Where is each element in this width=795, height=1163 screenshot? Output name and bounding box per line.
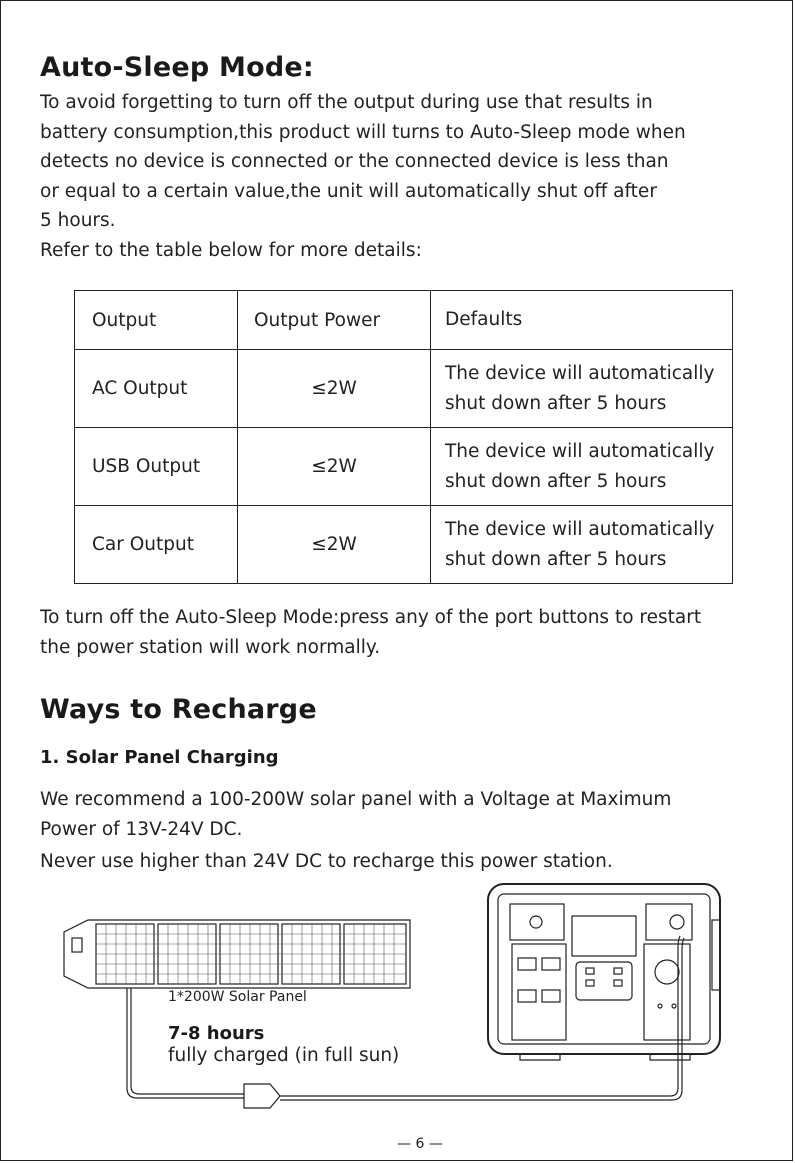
row-output: Car Output xyxy=(75,506,238,584)
charge-hours: 7-8 hours xyxy=(168,1023,265,1044)
row-power: ≤2W xyxy=(238,428,431,506)
turn-off-line: the power station will work normally. xyxy=(40,636,381,658)
table-row xyxy=(75,506,733,584)
intro-line: 5 hours. xyxy=(40,210,116,231)
intro-line: battery consumption,this product will turns to Auto-Sleep mode when xyxy=(40,121,686,143)
charge-condition: fully charged (in full sun) xyxy=(168,1045,400,1066)
intro-line: detects no device is connected or the connected device is less than xyxy=(40,151,669,172)
turn-off-line: To turn off the Auto-Sleep Mode:press any of the port buttons to restart xyxy=(40,607,702,628)
table-row xyxy=(75,428,733,506)
solar-charging-diagram xyxy=(0,880,795,1120)
page-number: — 6 — xyxy=(397,1136,443,1152)
defaults-line: The device will automatically xyxy=(445,362,715,384)
recommend-line: Power of 13V-24V DC. xyxy=(40,818,243,840)
intro-line: Refer to the table below for more details: xyxy=(40,239,422,261)
header-defaults: Defaults xyxy=(431,291,733,350)
solar-recommendation xyxy=(40,785,671,844)
intro-line: To avoid forgetting to turn off the output during use that results in xyxy=(40,92,653,113)
header-output: Output xyxy=(75,291,238,350)
row-power: ≤2W xyxy=(238,506,431,584)
row-defaults xyxy=(431,506,733,584)
row-defaults xyxy=(431,350,733,428)
warning-line: Never use higher than 24V DC to recharge this power station. xyxy=(40,851,613,872)
recommend-line: We recommend a 100-200W solar panel with a Voltage at Maximum xyxy=(40,789,672,810)
solar-panel-label: 1*200W Solar Panel xyxy=(168,989,307,1005)
solar-heading: 1. Solar Panel Charging xyxy=(40,747,279,768)
defaults-line: shut down after 5 hours xyxy=(445,548,667,570)
auto-sleep-intro xyxy=(40,88,686,265)
defaults-line: shut down after 5 hours xyxy=(445,470,667,492)
defaults-line: shut down after 5 hours xyxy=(445,392,667,414)
defaults-line: The device will automatically xyxy=(445,440,715,462)
solar-panel-icon xyxy=(64,920,410,988)
row-output: AC Output xyxy=(75,350,238,428)
auto-sleep-table xyxy=(74,290,733,584)
turn-off-instructions xyxy=(40,603,701,662)
row-output: USB Output xyxy=(75,428,238,506)
row-power: ≤2W xyxy=(238,350,431,428)
intro-line: or equal to a certain value,the unit will automatically shut off after xyxy=(40,180,657,202)
voltage-warning xyxy=(40,847,613,877)
header-output-power: Output Power xyxy=(238,291,431,350)
power-station-icon xyxy=(488,884,720,1060)
table-header-row xyxy=(75,291,733,350)
defaults-line: The device will automatically xyxy=(445,518,715,540)
row-defaults xyxy=(431,428,733,506)
auto-sleep-heading: Auto-Sleep Mode: xyxy=(40,52,314,83)
recharge-heading: Ways to Recharge xyxy=(40,694,317,725)
table-row xyxy=(75,350,733,428)
